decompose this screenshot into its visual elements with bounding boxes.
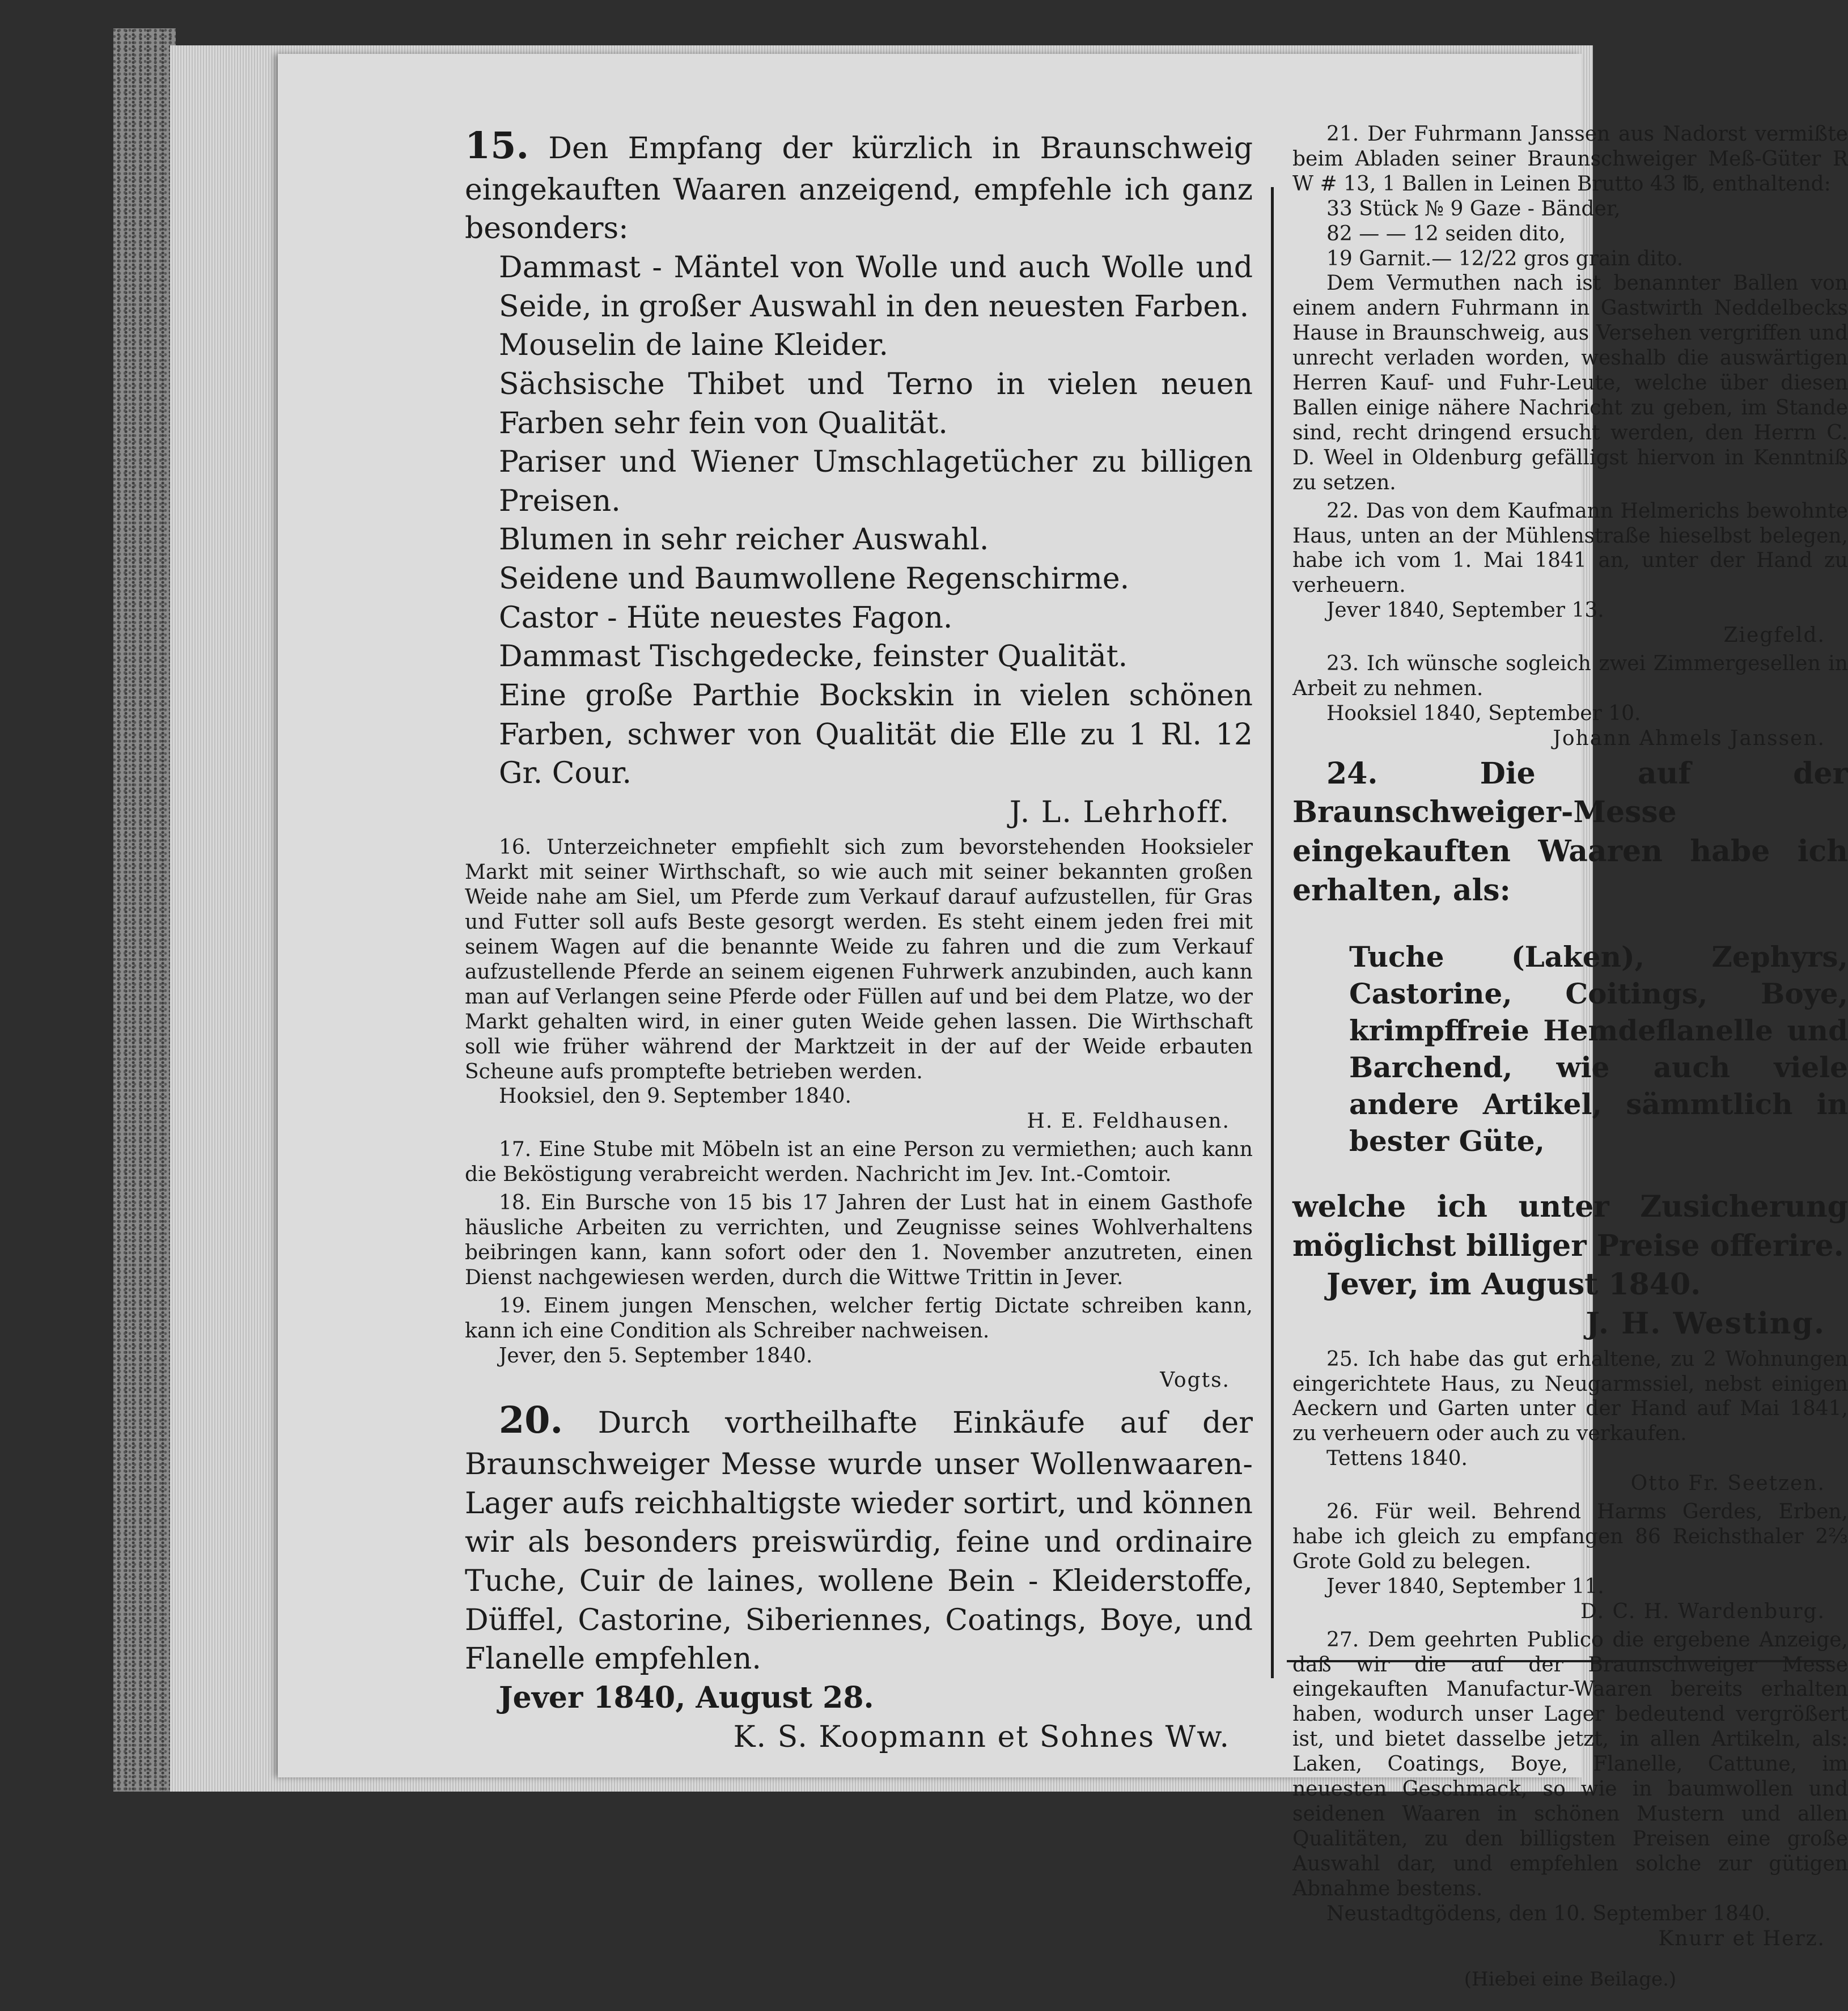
advert-text: 25. Ich habe das gut erhaltene, zu 2 Wohnungen eingerichtete Haus, zu Neugarmssiel, nebst einigen Aeckern und Garten unter der Hand auf Mai 1841, zu verheuern oder auch zu verkaufen.: [1292, 1347, 1848, 1446]
advert-text: 23. Ich wünsche sogleich zwei Zimmergesellen in Arbeit zu nehmen.: [1292, 652, 1848, 700]
advert-date: Tettens 1840.: [1326, 1447, 1468, 1471]
advert-date: Jever, den 5. September 1840.: [499, 1344, 813, 1368]
right-column: [1292, 122, 1848, 2011]
list-item: Dammast - Mäntel von Wolle und auch Wolle und Seide, in großer Auswahl in den neuesten Farben.: [499, 251, 1253, 324]
advert-signature: J. L. Lehrhoff.: [1009, 795, 1230, 829]
supplement-note: (Hiebei eine Beilage.): [1464, 1968, 1677, 1991]
table-row: 19 Garnit.— 12/22 gros grain dito.: [1326, 247, 1684, 270]
advert-22: [1292, 499, 1848, 648]
book-page-edge: [113, 28, 176, 1792]
advert-text: 18. Ein Bursche von 15 bis 17 Jahren der Lust hat in einem Gasthofe häusliche Arbeiten zu verrichten, und Zeugnisse seines Wohlverhaltens beibringen kann, kann sofort oder den 1. November anzutreten, einen Dienst nachgewiesen werden, durch die Wittwe Trittin in Jever.: [465, 1191, 1253, 1289]
advert-signature: Johann Ahmels Janssen.: [1553, 726, 1825, 750]
table-row: 33 Stück № 9 Gaze - Bänder,: [1326, 197, 1621, 221]
advert-24: [1292, 755, 1848, 1344]
advert-signature: J. H. Westing.: [1586, 1306, 1825, 1341]
list-item: Mouselin de laine Kleider.: [499, 328, 889, 363]
advert-text: 19. Einem jungen Menschen, welcher fertig Dictate schreiben kann, kann ich eine Condition als Schreiber nachweisen.: [465, 1294, 1253, 1343]
list-item: Seidene und Baumwollene Regenschirme.: [499, 562, 1130, 596]
list-item: Sächsische Thibet und Terno in vielen neuen Farben sehr fein von Qualität.: [499, 367, 1253, 441]
advert-signature: Knurr et Herz.: [1658, 1927, 1825, 1950]
advert-date: Hooksiel, den 9. September 1840.: [499, 1085, 852, 1108]
column-divider: [1271, 187, 1274, 1678]
advert-21: [1292, 122, 1848, 496]
advert-19: [465, 1294, 1253, 1394]
table-row: 82 — — 12 seiden dito,: [1326, 222, 1566, 245]
advert-signature: K. S. Koopmann et Sohnes Ww.: [733, 1720, 1230, 1754]
list-item: Castor - Hüte neuestes Fagon.: [499, 600, 953, 635]
advert-signature: D. C. H. Wardenburg.: [1580, 1599, 1825, 1623]
advert-text: 22. Das von dem Kaufmann Helmerichs bewohnte Haus, unten an der Mühlenstraße hieselbst belegen, habe ich vom 1. Mai 1841 an, unter der Hand zu verheuern.: [1292, 499, 1848, 598]
advert-26: [1292, 1500, 1848, 1624]
advert-text: 26. Für weil. Behrend Harms Gerdes, Erben, habe ich gleich zu empfangen 86 Reichsthaler 2⅔ Grote Gold zu belegen.: [1292, 1500, 1848, 1573]
advert-16: [465, 835, 1253, 1134]
advert-signature: Otto Fr. Seetzen.: [1630, 1472, 1825, 1496]
advert-25: [1292, 1347, 1848, 1496]
advert-date: Jever, im August 1840.: [1326, 1267, 1701, 1302]
left-column: [465, 122, 1253, 1760]
advert-intro: 24. Die auf der Braunschweiger-Messe eingekauften Waaren habe ich erhalten, als:: [1292, 756, 1848, 908]
advert-17: [465, 1137, 1253, 1187]
advert-date: Neustadtgödens, den 10. September 1840.: [1326, 1902, 1771, 1925]
advert-number: 20.: [499, 1399, 563, 1442]
advert-signature: Vogts.: [1160, 1369, 1230, 1392]
advert-15: [465, 122, 1253, 832]
advert-text: 21. Der Fuhrmann Janssen aus Nadorst vermißte beim Abladen seiner Braunschweiger Meß-Güter R W # 13, 1 Ballen in Leinen Brutto 43 ℔, enthaltend:: [1292, 122, 1848, 196]
advert-text: 27. Dem geehrten Publico die ergebene Anzeige, daß wir die auf der Braunschweiger Messe eingekauften Manufactur-Waaren bereits erhalten haben, wodurch unser Lager bedeutend vergrößert ist, und bietet dasselbe jetzt, in allen Artikeln, als: Laken, Coatings, Boye, Flanelle, Cattune, im neuesten Geschmack, so wie in baumwollen und seidenen Waaren in schönen Mustern und allen Qualitäten, zu den billigsten Preisen eine große Auswahl dar, und empfehlen solche zur gütigen Abnahme bestens.: [1292, 1628, 1848, 1900]
newspaper-page: [278, 54, 1848, 1991]
advert-20: [465, 1396, 1253, 1756]
advert-date: Hooksiel 1840, September 10.: [1326, 701, 1641, 725]
advert-text: 16. Unterzeichneter empfiehlt sich zum bevorstehenden Hooksieler Markt mit seiner Wirthschaft, so wie auch mit seiner bekannten großen Weide nahe am Siel, um Pferde zum Verkauf darauf aufzustellen, für Gras und Futter soll aufs Beste gesorgt werden. Es steht einem jeden frei mit seinem Wagen auf die benannte Weide zu fahren und die zum Verkauf aufzustellende Pferde an seinem eigenen Fuhrwerk anzubinden, auch kann man auf Verlangen seine Pferde oder Füllen auf und bei dem Platze, wo der Markt gehalten wird, in einer guten Weide gehen lassen. Die Wirthschaft soll wie früher während der Marktzeit in der auf der Weide erbauten Scheune aufs promptefte betrieben werden.: [465, 836, 1253, 1083]
advert-signature: H. E. Feldhausen.: [1027, 1110, 1230, 1133]
advert-18: [465, 1191, 1253, 1290]
list-item: Dammast Tischgedecke, feinster Qualität.: [499, 640, 1128, 674]
advert-27: [1292, 1628, 1848, 1951]
advert-goods: Tuche (Laken), Zephyrs, Castorine, Coitings, Boye, krimpffreie Hemdeflanelle und Barchend, wie auch viele andere Artikel, sämmtlich in bester Güte,: [1349, 940, 1848, 1158]
advert-23: [1292, 651, 1848, 751]
advert-date: Jever 1840, September 11.: [1326, 1574, 1604, 1598]
list-item: Pariser und Wiener Umschlagetücher zu billigen Preisen.: [499, 445, 1253, 518]
advert-signature: Ziegfeld.: [1723, 624, 1825, 647]
advert-outro: welche ich unter Zusicherung möglichst billiger Preise offerire.: [1292, 1189, 1848, 1263]
advert-date: Jever 1840, August 28.: [499, 1680, 874, 1715]
advert-text: Durch vortheilhafte Einkäufe auf der Braunschweiger Messe wurde unser Wollenwaaren-Lager aufs reichhaltigste wieder sortirt, und können wir als besonders preiswürdig, feine und ordinaire Tuche, Cuir de laines, wollene Bein - Kleiderstoffe, Düffel, Castorine, Siberiennes, Coatings, Boye, und Flanelle empfehlen.: [465, 1406, 1253, 1676]
list-item: Blumen in sehr reicher Auswahl.: [499, 523, 989, 557]
advert-number: 15.: [465, 124, 529, 167]
advert-text: Dem Vermuthen nach ist benannter Ballen von einem andern Fuhrmann in Gastwirth Neddelbecks Hause in Braunschweig, aus Versehen vergriffen und unrecht verladen worden, weshalb die auswärtigen Herren Kauf- und Fuhr-Leute, welche über diesen Ballen einige nähere Nachricht zu geben, im Stande sind, recht dringend ersucht werden, den Herrn C. D. Weel in Oldenburg gefälligst hiervon in Kenntniß zu setzen.: [1292, 272, 1848, 494]
list-item: Eine große Parthie Bockskin in vielen schönen Farben, schwer von Qualität die Elle zu 1 Rl. 12 Gr. Cour.: [499, 678, 1253, 791]
advert-intro: Den Empfang der kürzlich in Braunschweig eingekauften Waaren anzeigend, empfehle ich ganz besonders:: [465, 132, 1253, 246]
advert-text: 17. Eine Stube mit Möbeln ist an eine Person zu vermiethen; auch kann die Beköstigung verabreicht werden. Nachricht im Jev. Int.-Comtoir.: [465, 1138, 1253, 1187]
advert-date: Jever 1840, September 13.: [1326, 599, 1604, 623]
